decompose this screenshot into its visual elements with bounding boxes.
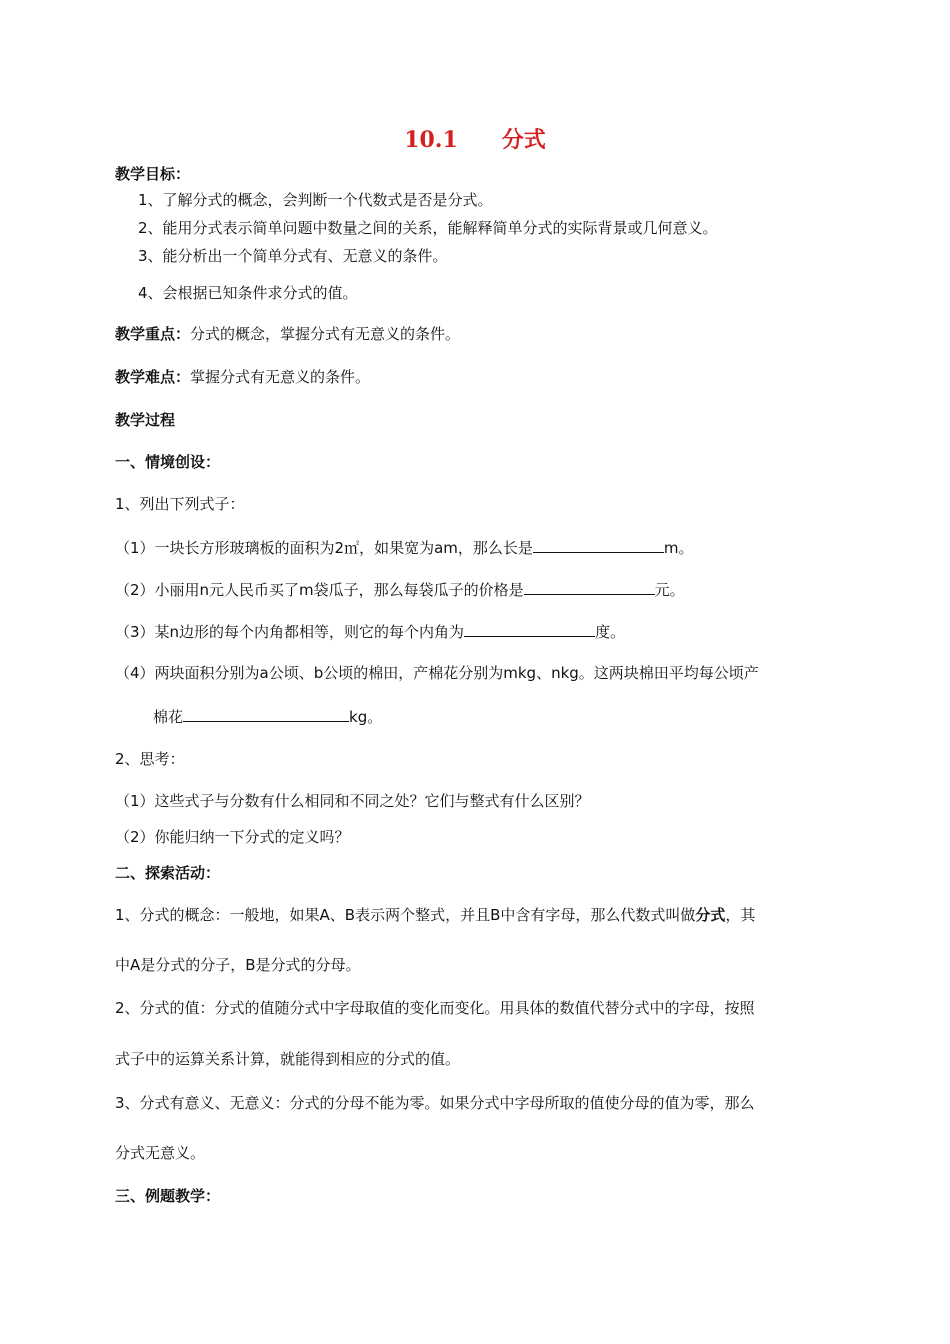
question-4-line2: [153, 706, 382, 727]
concept-text: 1、分式的概念：一般地，如果A、B表示两个整式，并且B中含有字母，那么代数式叫做: [115, 906, 696, 924]
value-paragraph-line2: 式子中的运算关系计算，就能得到相应的分式的值。: [115, 1050, 461, 1068]
question-2-text: （2）小丽用n元人民币买了m袋瓜子，那么每袋瓜子的价格是: [115, 581, 524, 599]
section3-heading: 三、例题教学：: [115, 1187, 221, 1205]
question-2: [115, 579, 685, 600]
question-3-unit: 度。: [595, 623, 626, 641]
think-question-1: （1）这些式子与分数有什么相同和不同之处？它们与整式有什么区别？: [115, 792, 590, 810]
meaning-paragraph-line2: 分式无意义。: [115, 1144, 206, 1162]
question-4-line1: （4）两块面积分别为a公顷、b公顷的棉田，产棉花分别为mkg、nkg。这两块棉田平均每公顷产: [115, 664, 759, 682]
think-question-2: （2）你能归纳一下分式的定义吗？: [115, 828, 350, 846]
value-paragraph-line1: 2、分式的值：分式的值随分式中字母取值的变化而变化。用具体的数值代替分式中的字母，按照: [115, 999, 755, 1017]
answer-blank: [464, 621, 595, 637]
section1-heading: 一、情境创设：: [115, 453, 221, 471]
objective-item: 4、会根据已知条件求分式的值。: [138, 284, 358, 302]
answer-blank: [524, 579, 655, 595]
process-heading: 教学过程: [115, 411, 176, 429]
difficulty-text: 掌握分式有无意义的条件。: [190, 368, 371, 386]
question-1-text: （1）一块长方形玻璃板的面积为2㎡，如果宽为am，那么长是: [115, 539, 533, 557]
title-number: 10.1: [404, 127, 458, 153]
page-title: [0, 126, 950, 154]
section1-sub1: 1、列出下列式子：: [115, 495, 245, 513]
answer-blank: [533, 537, 664, 553]
question-2-unit: 元。: [654, 581, 685, 599]
question-3: [115, 621, 625, 642]
key-point-label: 教学重点：: [115, 325, 191, 343]
concept-text-tail: ，其: [725, 906, 756, 924]
answer-blank: [183, 706, 349, 722]
key-point: [115, 324, 460, 344]
section2-heading: 二、探索活动：: [115, 864, 221, 882]
concept-term: 分式: [695, 906, 726, 924]
meaning-paragraph-line1: 3、分式有意义、无意义：分式的分母不能为零。如果分式中字母所取的值使分母的值为零，那么: [115, 1094, 755, 1112]
objective-item: 1、了解分式的概念，会判断一个代数式是否是分式。: [138, 191, 493, 209]
objective-item: 2、能用分式表示简单问题中数量之间的关系，能解释简单分式的实际背景或几何意义。: [138, 219, 718, 237]
objectives-heading: 教学目标：: [115, 165, 191, 183]
concept-paragraph-line1: [115, 905, 755, 925]
key-point-text: 分式的概念，掌握分式有无意义的条件。: [190, 325, 461, 343]
question-1-unit: m。: [663, 539, 694, 557]
difficulty-label: 教学难点：: [115, 368, 191, 386]
question-4-unit: kg。: [349, 708, 383, 726]
section1-sub2: 2、思考：: [115, 750, 185, 768]
question-4-text: 棉花: [153, 708, 184, 726]
title-text: 分式: [501, 127, 546, 153]
objective-item: 3、能分析出一个简单分式有、无意义的条件。: [138, 247, 448, 265]
concept-paragraph-line2: 中A是分式的分子，B是分式的分母。: [115, 956, 361, 974]
difficulty: [115, 367, 370, 387]
question-3-text: （3）某n边形的每个内角都相等，则它的每个内角为: [115, 623, 465, 641]
question-1: [115, 537, 694, 558]
